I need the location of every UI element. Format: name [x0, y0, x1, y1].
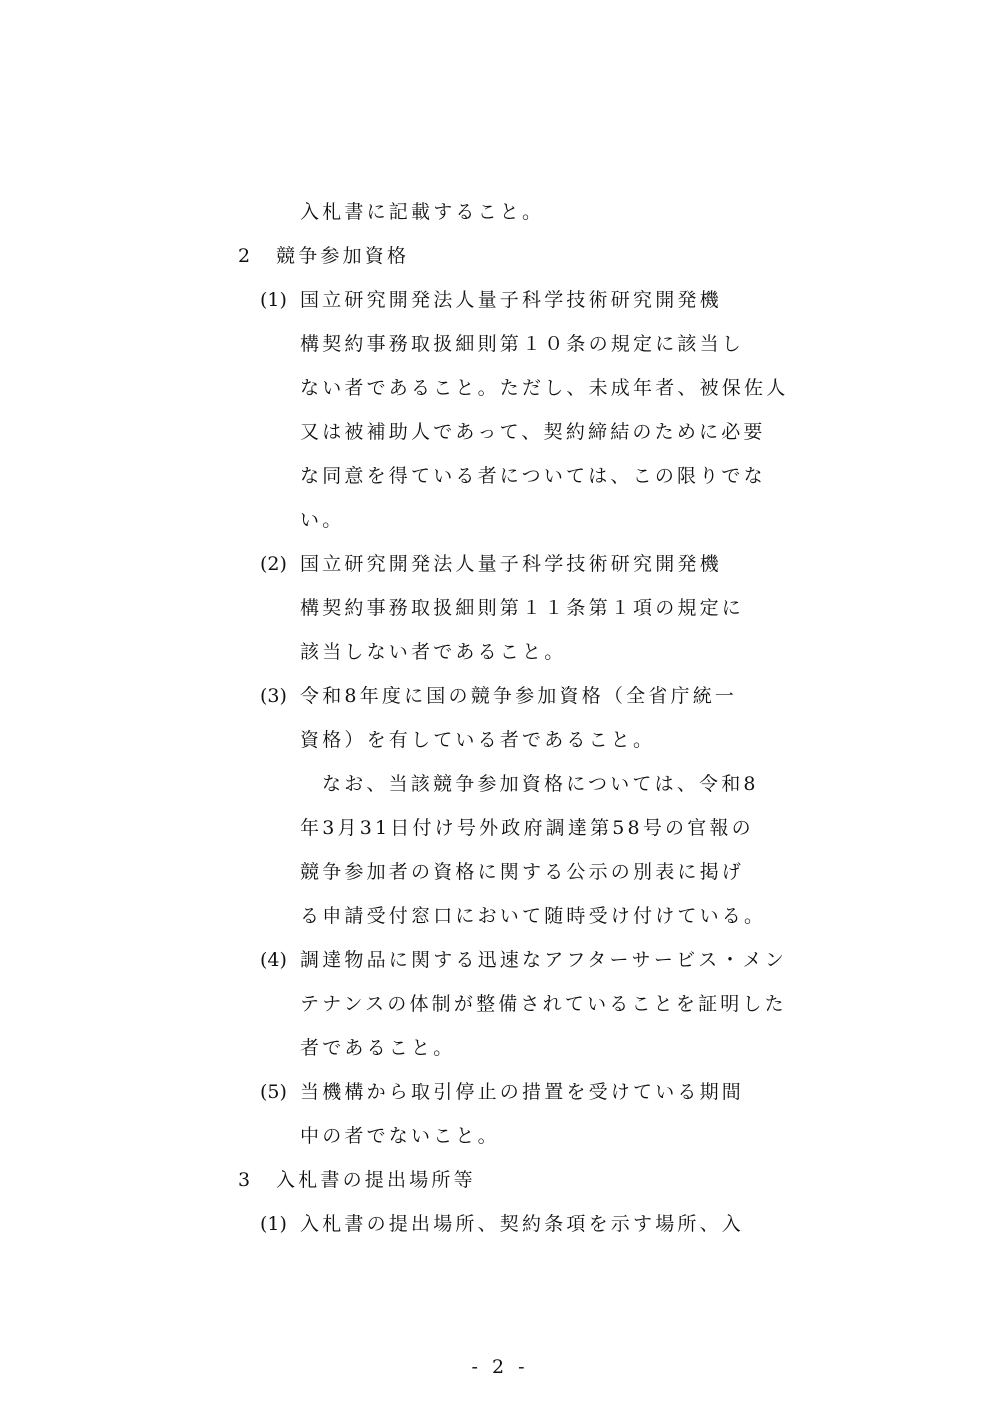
text-line	[300, 728, 655, 752]
list-item	[260, 684, 737, 708]
text-line	[300, 860, 744, 884]
text-line	[300, 992, 787, 1016]
line-text: なお、当該競争参加資格については、令和8	[322, 773, 759, 795]
line-text: 構契約事務取扱細則第１１条第１項の規定に	[300, 597, 745, 619]
line-text: 入札書に記載すること。	[300, 201, 545, 223]
list-item	[260, 1212, 744, 1236]
text-line	[300, 640, 566, 664]
section-number: 3	[238, 1169, 251, 1191]
line-text: 年3月31日付け号外政府調達第58号の官報の	[300, 817, 754, 839]
text-line	[300, 376, 788, 400]
line-text: い。	[300, 509, 345, 531]
section-title: 入札書の提出場所等	[276, 1169, 476, 1191]
item-number: (1)	[260, 1213, 287, 1235]
list-item	[260, 1080, 744, 1104]
line-text: る申請受付窓口において随時受け付けている。	[300, 905, 767, 927]
section-title: 競争参加資格	[276, 245, 410, 267]
text-line	[300, 420, 766, 444]
list-item	[260, 948, 787, 972]
text-line	[322, 772, 759, 796]
item-number: (4)	[260, 949, 287, 971]
item-text: 当機構から取引停止の措置を受けている期間	[300, 1081, 745, 1103]
section-heading	[238, 244, 409, 268]
item-text: 国立研究開発法人量子科学技術研究開発機	[300, 289, 722, 311]
item-text: 国立研究開発法人量子科学技術研究開発機	[300, 553, 722, 575]
section-number: 2	[238, 245, 251, 267]
list-item	[260, 288, 722, 312]
line-text: ない者であること。ただし、未成年者、被保佐人	[300, 377, 789, 399]
item-text: 入札書の提出場所、契約条項を示す場所、入	[300, 1213, 745, 1235]
text-line	[300, 200, 544, 224]
item-number: (3)	[260, 685, 287, 707]
text-line	[300, 1124, 500, 1148]
item-text: 調達物品に関する迅速なアフターサービス・メン	[300, 949, 788, 971]
line-text: 構契約事務取扱細則第１０条の規定に該当し	[300, 333, 745, 355]
item-text: 令和8年度に国の競争参加資格（全省庁統一	[300, 685, 738, 707]
line-text: 者であること。	[300, 1037, 456, 1059]
line-text: テナンスの体制が整備されていることを証明した	[300, 993, 787, 1015]
text-line	[300, 464, 766, 488]
text-line	[300, 332, 744, 356]
text-line	[300, 816, 754, 840]
text-line	[300, 1036, 455, 1060]
page-number: - 2 -	[471, 1356, 529, 1378]
line-text: 又は被補助人であって、契約締結のために必要	[300, 421, 766, 443]
section-heading	[238, 1168, 476, 1192]
text-line	[300, 904, 766, 928]
item-number: (2)	[260, 553, 287, 575]
line-text: 該当しない者であること。	[300, 641, 567, 663]
line-text: 競争参加者の資格に関する公示の別表に掲げ	[300, 861, 745, 883]
text-line	[300, 596, 744, 620]
item-number: (5)	[260, 1081, 287, 1103]
list-item	[260, 552, 722, 576]
item-number: (1)	[260, 289, 287, 311]
text-line	[300, 508, 344, 532]
line-text: な同意を得ている者については、この限りでな	[300, 465, 766, 487]
line-text: 資格）を有している者であること。	[300, 729, 656, 751]
line-text: 中の者でないこと。	[300, 1125, 500, 1147]
